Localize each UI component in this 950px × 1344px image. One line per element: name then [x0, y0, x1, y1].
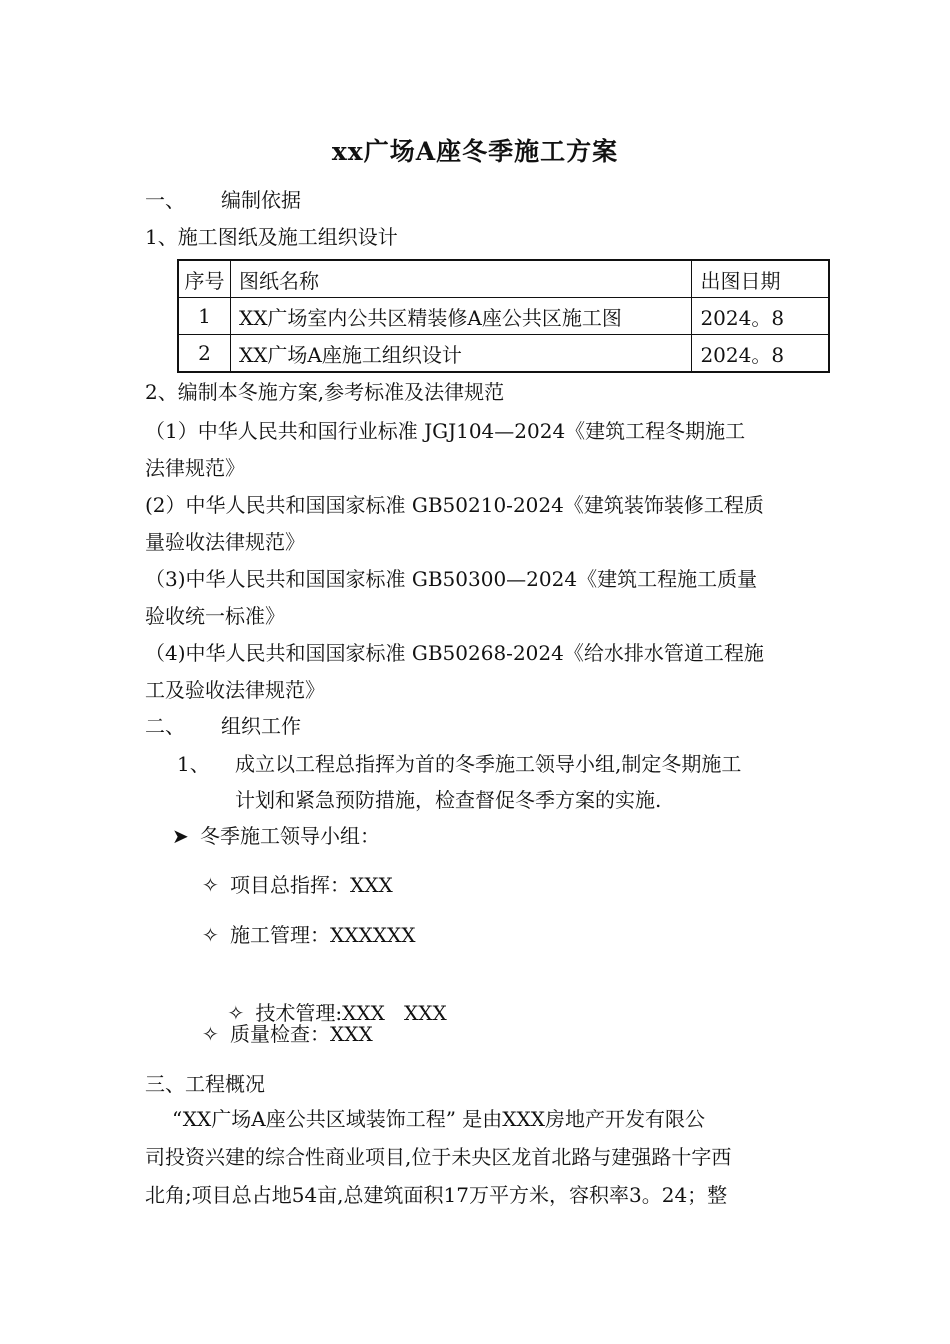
section-2-text: 组织工作	[221, 714, 301, 738]
reference-3-line-2: 验收统一标准》	[145, 604, 285, 628]
leader-group-label: 冬季施工领导小组：	[200, 824, 380, 848]
overview-line-1: “XX广场A座公共区域装饰工程” 是由XXX房地产开发有限公	[172, 1107, 705, 1131]
star-bullet-icon: ✧	[202, 1022, 219, 1046]
star-bullet-icon: ✧	[202, 923, 219, 947]
table-cell: 2	[178, 335, 230, 373]
reference-1-line-1: （1）中华人民共和国行业标准 JGJ104—2024《建筑工程冬期施工	[145, 419, 746, 443]
overview-line-3: 北角;项目总占地54亩,总建筑面积17万平方米，容积率3。24；整	[145, 1183, 728, 1207]
header-cell-date: 出图日期	[692, 260, 829, 298]
reference-2-line-1: (2）中华人民共和国国家标准 GB50210-2024《建筑装饰装修工程质	[145, 493, 764, 517]
table-cell: 2024。8	[692, 298, 829, 335]
table-cell: 1	[178, 298, 230, 335]
member-text: 项目总指挥：XXX	[230, 873, 393, 897]
reference-4-line-2: 工及验收法律规范》	[145, 678, 325, 702]
section-1-number: 一、	[145, 188, 185, 212]
star-bullet-icon: ✧	[227, 1001, 245, 1025]
section-2-heading	[145, 712, 301, 740]
list-item	[202, 921, 415, 949]
member-text: 施工管理：XXXXXX	[230, 923, 416, 947]
member-text: 质量检查：XXX	[230, 1022, 373, 1046]
subsection-1-2: 2、编制本冬施方案,参考标准及法律规范	[145, 380, 505, 404]
arrow-bullet-icon: ➤	[172, 824, 189, 848]
subsection-1-1: 1、施工图纸及施工组织设计	[145, 225, 398, 249]
table-header-row	[178, 260, 829, 298]
document-title: xx广场A座冬季施工方案	[331, 137, 619, 166]
reference-3-line-1: （3)中华人民共和国国家标准 GB50300—2024《建筑工程施工质量	[145, 567, 758, 591]
table-cell: XX广场室内公共区精装修A座公共区施工图	[230, 298, 692, 335]
leader-group-bullet	[172, 822, 380, 850]
section-1-text: 编制依据	[221, 188, 301, 212]
table-row	[178, 335, 829, 373]
reference-2-line-2: 量验收法律规范》	[145, 530, 305, 554]
drawings-table	[177, 259, 830, 373]
header-cell-index: 序号	[178, 260, 230, 298]
table-cell: 2024。8	[692, 335, 829, 373]
reference-4-line-1: （4)中华人民共和国国家标准 GB50268-2024《给水排水管道工程施	[145, 641, 764, 665]
star-bullet-icon: ✧	[202, 873, 219, 897]
table-cell: XX广场A座施工组织设计	[230, 335, 692, 373]
org-item-1-number: 1、	[177, 752, 210, 776]
member-text: 技术管理:XXX XXX	[255, 1001, 447, 1025]
section-1-heading	[145, 186, 301, 214]
org-item-1-line-1: 成立以工程总指挥为首的冬季施工领导小组,制定冬期施工	[235, 752, 742, 776]
org-item-1-line-2: 计划和紧急预防措施，检查督促冬季方案的实施.	[235, 788, 662, 812]
reference-1-line-2: 法律规范》	[145, 456, 245, 480]
section-3-heading: 三、工程概况	[145, 1072, 265, 1096]
header-cell-name: 图纸名称	[230, 260, 692, 298]
list-item	[202, 1020, 373, 1048]
section-2-number: 二、	[145, 714, 185, 738]
list-item	[202, 871, 393, 899]
table-row	[178, 298, 829, 335]
overview-line-2: 司投资兴建的综合性商业项目,位于未央区龙首北路与建强路十字西	[145, 1145, 732, 1169]
